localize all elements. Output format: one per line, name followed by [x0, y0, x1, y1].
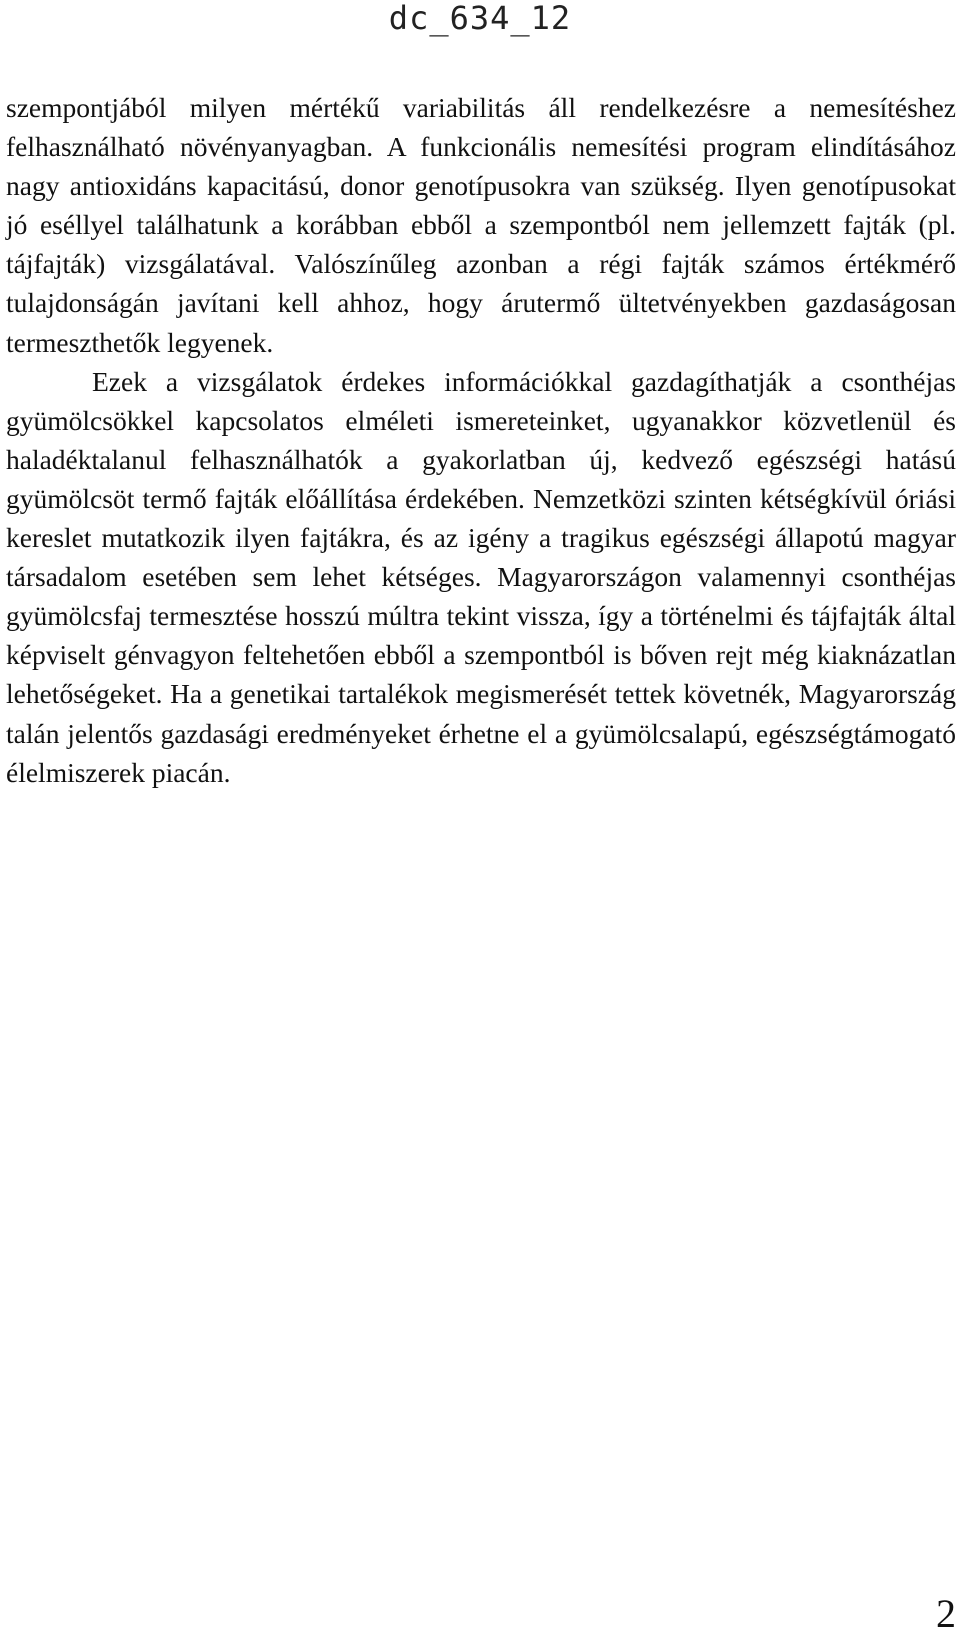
page-number: 2 [936, 1591, 956, 1636]
paragraph-main: Ezek a vizsgálatok érdekes információkkal gazdagíthatják a csonthéjas gyümölcsökkel kapcsolatos elméleti ismereteinket, ugyanakkor közvetlenül és haladéktalanul felhasználhatók a gyakorlatban új, kedvező egészségi hatású gyümölcsöt termő fajták előállítása érdekében. Nemzetközi szinten kétségkívül óriási kereslet mutatkozik ilyen fajtákra, és az igény a tragikus egészségi állapotú magyar társadalom esetében sem lehet kétséges. Magyarországon valamennyi csonthéjas gyümölcsfaj termesztése hosszú múltra tekint vissza, így a történelmi és tájfajták által képviselt génvagyon feltehetően ebből a szempontból is bőven rejt még kiaknázatlan lehetőségeket. Ha a genetikai tartalékok megismerését tettek követnék, Magyarország talán jelentős gazdasági eredményeket érhetne el a gyümölcsalapú, egészségtámogató élelmiszerek piacán. [6, 365, 956, 788]
document-body [6, 88, 956, 792]
document-header-code: dc_634_12 [388, 0, 572, 37]
paragraph-continuation: szempontjából milyen mértékű variabilitás áll rendelkezésre a nemesítéshez felhasználható növényanyagban. A funkcionális nemesítési program elindításához nagy antioxidáns kapacitású, donor genotípusokra van szükség. Ilyen genotípusokat jó eséllyel találhatunk a korábban ebből a szempontból nem jellemzett fajták (pl. tájfajták) vizsgálatával. Valószínűleg azonban a régi fajták számos értékmérő tulajdonságán javítani kell ahhoz, hogy árutermő ültetvényekben gazdaságosan termeszthetők legyenek. [6, 92, 956, 358]
